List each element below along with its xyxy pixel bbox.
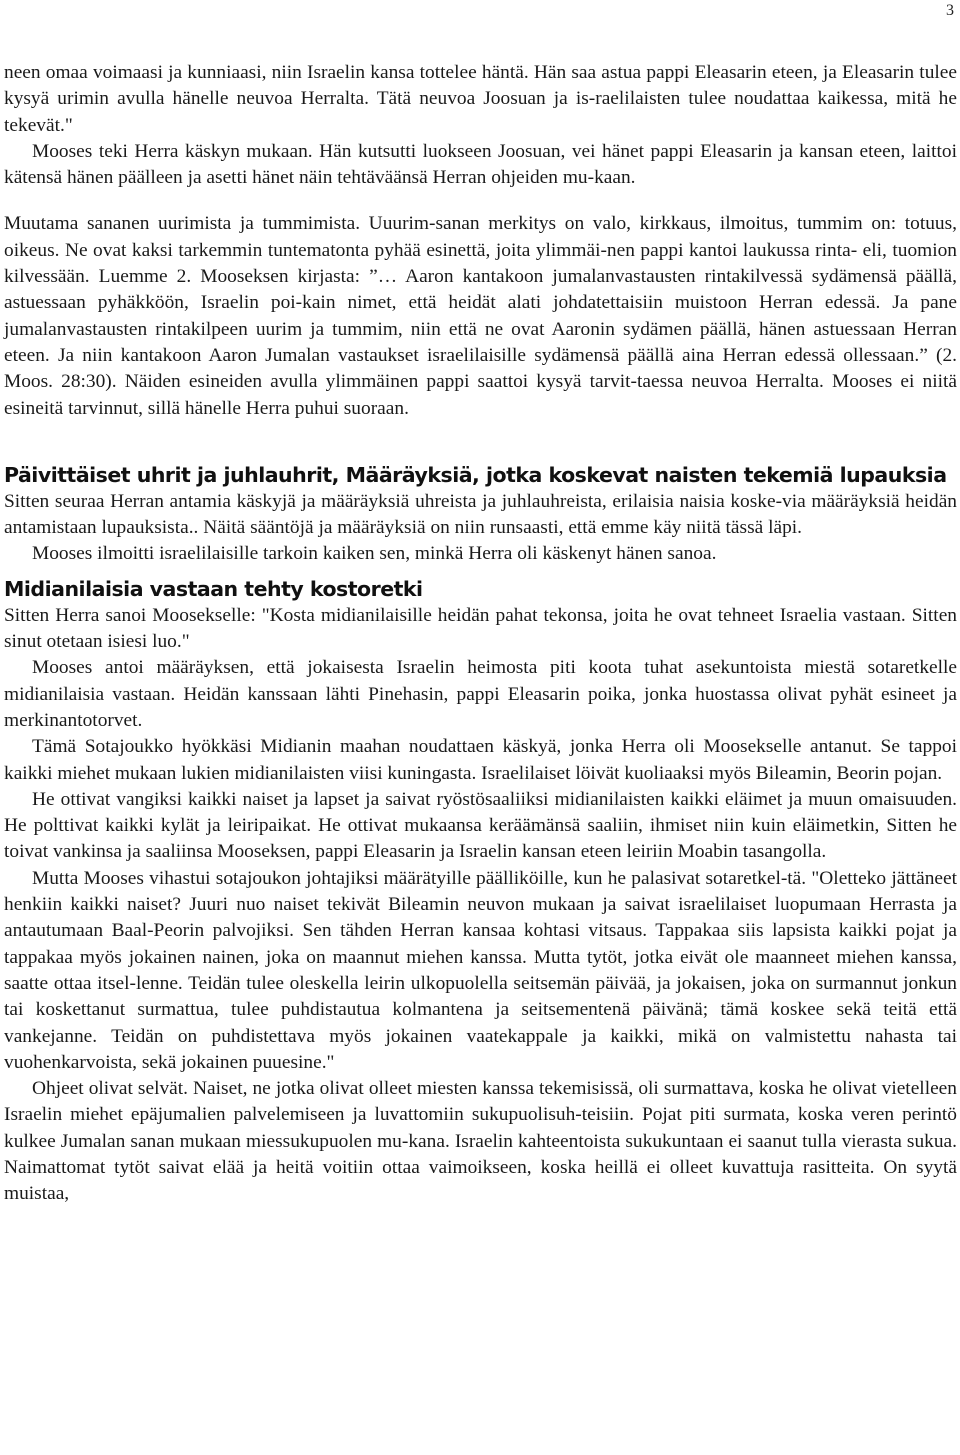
paragraph: Muutama sananen uurimista ja tummimista. Uuurim-sanan merkitys on valo, kirkkaus, ilmoitus, tummim on: totuus, oikeus. Ne ovat kaksi tarkemmin tuntematonta pyhää esinettä, joita ylimmäi-nen pappi kantoi laukussa rinta- eli, tuomion kilvessään. Luemme 2. Mooseksen kirjasta: ”… Aaron kantakoon jumalanvastausten rintakilvessä sydämensä päällä, astuessaan pyhäkköön, Israelin poi-kain nimet, että heidät alati johdatettaisiin muistoon Herran edessä. Ja pane jumalanvastausten rintakilpeen uurim ja tummim, niin että ne ovat Aaronin sydämen päällä, hänen astuessaan Herran eteen. Ja niin kantakoon Aaron Jumalan vastaukset israelilaisille sydämensä päällä aina Herran edessä ollessaan.” (2. Moos. 28:30). Näiden esineiden avulla ylimmäinen pappi saattoi kysyä tarvit-taessa neuvoa Herralta. Mooses ei niitä esineitä tarvinnut, sillä hänelle Herra puhui suoraan. [4,213,957,419]
paragraph: Mooses ilmoitti israelilaisille tarkoin kaiken sen, minkä Herra oli käskenyt hänen sanoa. [32,543,717,565]
paragraph: He ottivat vangiksi kaikki naiset ja lapset ja saivat ryöstösaaliiksi midianilaisten kaikki eläimet ja muun omaisuuden. He polttivat kaikki kylät ja leiripaikat. He ottivat mukaansa keräämänsä saaliin, ihmiset niin kuin eläimetkin, Sitten he toivat vankinsa ja saaliinsa Mooseksen, pappi Eleasarin ja Israelin kansan eteen leiriin Moabin tasangolla. [4,788,957,863]
page-body [4,60,957,1208]
paragraph: Mooses antoi määräyksen, että jokaisesta Israelin heimosta piti koota tuhat asekuntoista miestä sotaretkelle midianilaisia vastaan. Heidän kanssaan lähti Pinehasin, pappi Eleasarin poika, jonka huostassa olivat pyhät esineet ja merkinantotorvet. [4,657,957,731]
section-heading: Päivittäiset uhrit ja juhlauhrit, Määräyksiä, jotka koskevat naisten tekemiä lupauksia [4,462,947,487]
paragraph: Ohjeet olivat selvät. Naiset, ne jotka olivat olleet miesten kanssa tekemisissä, oli surmattava, koska he olivat vietelleen Israelin miehet epäjumalien palvelemiseen ja luvattomiin sukupuolisuh-teisiin. Pojat piti surmata, koska veren perintö kulkee Jumalan sanan mukaan miessukupuolen mu-kana. Israelin kahteentoista sukukuntaan ei saanut tulla vierasta sukua. Naimattomat tytöt saivat elää ja heitä voitiin ottaa vaimoikseen, koska heillä ei olleet kuvattuja rasitteita. On syytä muistaa, [4,1078,957,1205]
spacer [4,191,957,211]
page-number: 3 [946,2,954,19]
paragraph: Mooses teki Herra käskyn mukaan. Hän kutsutti luokseen Joosuan, vei hänet pappi Eleasarin ja kansan eteen, laittoi kätensä hänen päälleen ja asetti hänet näin tehtäväänsä Herran ohjeiden mu-kaan. [4,140,957,189]
spacer [4,422,957,462]
section-heading: Midianilaisia vastaan tehty kostoretki [4,576,423,601]
paragraph: Mutta Mooses vihastui sotajoukon johtajiksi määrätyille päälliköille, kun he palasivat sotaretkel-tä. "Oletteko jättäneet henkiin kaikki naiset? Juuri nuo naiset tekivät Bileamin neuvon mukaan ja saivat israelilaiset luopumaan Herrasta ja antautumaan Baal-Peorin palvojiksi. Sen tähden Herran kansaa kohtasi vitsaus. Tappakaa siis lapsista kaikki pojat ja tappakaa myös jokainen nainen, joka on maannut miehen kanssa. Mutta tytöt, jotka eivät ole maanneet miehen kanssa, saatte ottaa itsel-lenne. Teidän tulee oleskella leirin ulkopuolella seitsemän päivää, ja jokaisen, joka on surmannut jonkun tai koskettanut surmattua, tulee puhdistautua kolmantena ja seitsementenä päivänä; tämä koskee sekä teitä että vankejanne. Teidän on puhdistettava myös jokainen vaatekappale ja kaikki, mikä on valmistettu nahasta tai vuohenkarvoista, sekä jokainen puuesine." [4,867,957,1073]
paragraph: Sitten seuraa Herran antamia käskyjä ja määräyksiä uhreista ja juhlauhreista, erilaisia naisia koske-via määräyksiä heidän antamistaan lupauksista.. Näitä sääntöjä ja määräyksiä on niin runsaasti, että emme käy niitä tässä läpi. [4,490,957,539]
paragraph: neen omaa voimaasi ja kunniaasi, niin Israelin kansa tottelee häntä. Hän saa astua pappi Eleasarin eteen, ja Eleasarin tulee kysyä urimin avulla hänelle neuvoa Herralta. Tätä neuvoa Joosuan ja is-raelilaisten tulee noudattaa kaikessa, mitä he tekevät." [4,62,957,136]
paragraph: Sitten Herra sanoi Moosekselle: "Kosta midianilaisille heidän pahat tekonsa, joita he ovat tehneet Israelia vastaan. Sitten sinut otetaan isiesi luo." [4,604,957,653]
paragraph: Tämä Sotajoukko hyökkäsi Midianin maahan noudattaen käskyä, jonka Herra oli Moosekselle antanut. Se tappoi kaikki miehet mukaan lukien midianilaisten viisi kuningasta. Israelilaiset löivät kuoliaaksi myös Bileamin, Beorin pojan. [4,736,957,784]
